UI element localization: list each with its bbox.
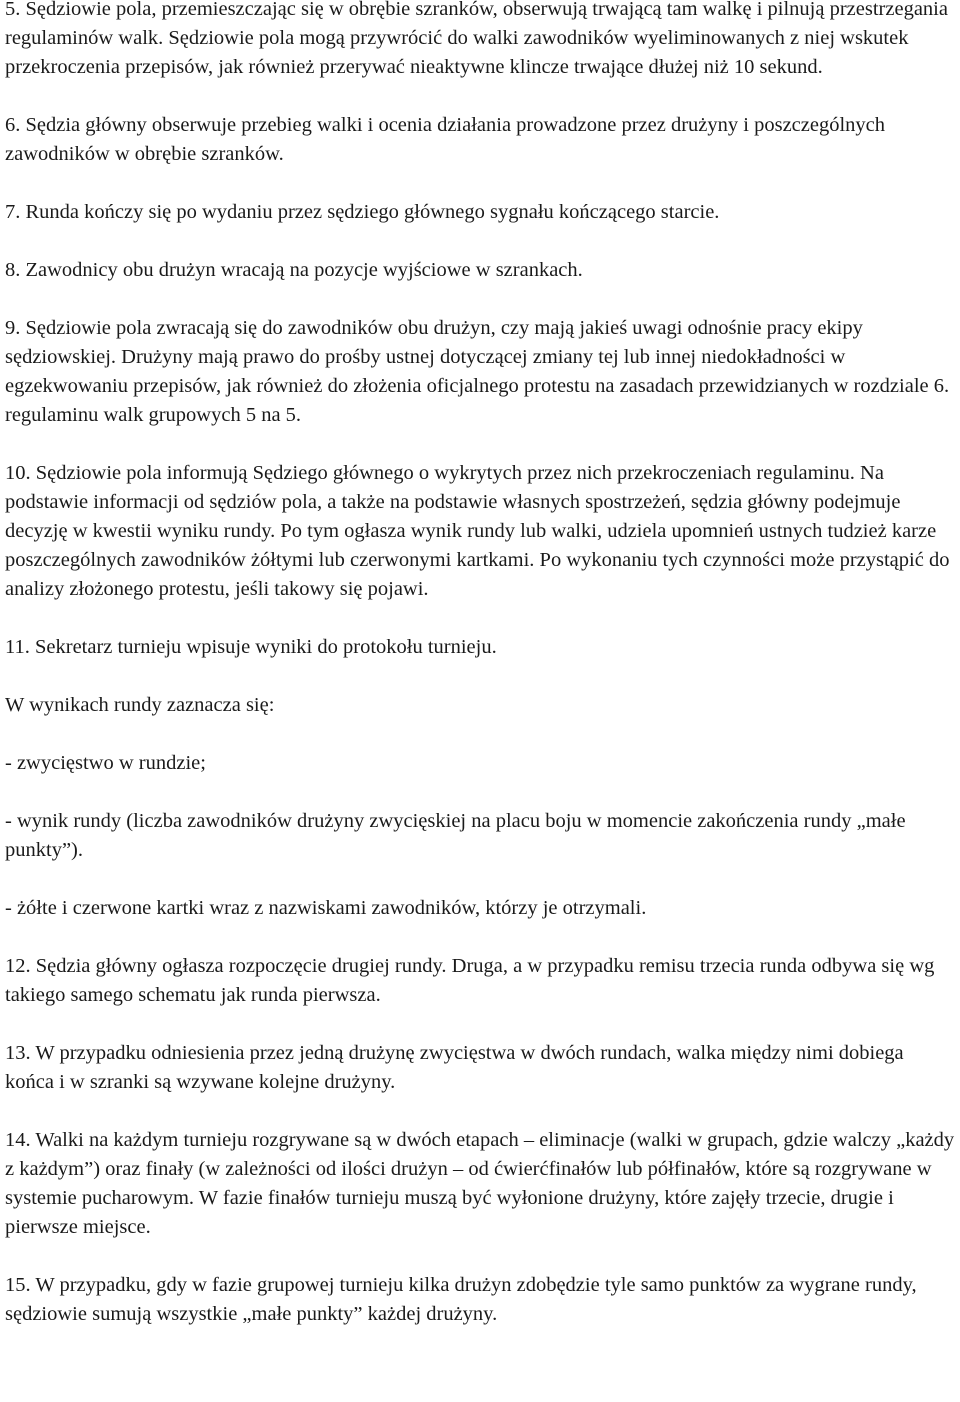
round-results-item-cards: - żółte i czerwone kartki wraz z nazwiskami zawodników, którzy je otrzymali. bbox=[5, 897, 647, 919]
paragraph-7: 7. Runda kończy się po wydaniu przez sędziego głównego sygnału kończącego starcie. bbox=[5, 201, 720, 223]
paragraph-6: 6. Sędzia główny obserwuje przebieg walki i ocenia działania prowadzone przez drużyny i poszczególnych zawodników w obrębie szranków. bbox=[5, 114, 886, 165]
round-results-item-score: - wynik rundy (liczba zawodników drużyny zwycięskiej na placu boju w momencie zakończenia rundy „małe punkty”). bbox=[5, 810, 906, 861]
paragraph-15: 15. W przypadku, gdy w fazie grupowej turnieju kilka drużyn zdobędzie tyle samo punktów za wygrane rundy, sędziowie sumują wszystkie „małe punkty” każdej drużyny. bbox=[5, 1274, 917, 1325]
paragraph-10: 10. Sędziowie pola informują Sędziego głównego o wykrytych przez nich przekroczeniach regulaminu. Na podstawie informacji od sędziów pola, a także na podstawie własnych spostrzeżeń, sędzia główny podejmuje decyzję w kwestii wyniku rundy. Po tym ogłasza wynik rundy lub walki, udziela upomnień ustnych tudzież karze poszczególnych zawodników żółtymi lub czerwonymi kartkami. Po wykonaniu tych czynności może przystąpić do analizy złożonego protestu, jeśli takowy się pojawi. bbox=[5, 462, 950, 600]
paragraph-9: 9. Sędziowie pola zwracają się do zawodników obu drużyn, czy mają jakieś uwagi odnośnie pracy ekipy sędziowskiej. Drużyny mają prawo do prośby ustnej dotyczącej zmiany tej lub innej niedokładności w egzekwowaniu przepisów, jak również do złożenia oficjalnego protestu na zasadach przewidzianych w rozdziale 6. regulaminu walk grupowych 5 na 5. bbox=[5, 317, 950, 426]
paragraph-5: 5. Sędziowie pola, przemieszczając się w obrębie szranków, obserwują trwającą tam walkę i pilnują przestrzegania regulaminów walk. Sędziowie pola mogą przywrócić do walki zawodników wyeliminowanych z niej wskutek przekroczenia przepisów, jak również przerywać nieaktywne klincze trwające dłużej niż 10 sekund. bbox=[5, 0, 948, 78]
round-results-intro: W wynikach rundy zaznacza się: bbox=[5, 694, 275, 716]
paragraph-12: 12. Sędzia główny ogłasza rozpoczęcie drugiej rundy. Druga, a w przypadku remisu trzecia runda odbywa się wg takiego samego schematu jak runda pierwsza. bbox=[5, 955, 935, 1006]
document-page bbox=[5, 0, 957, 1358]
paragraph-11: 11. Sekretarz turnieju wpisuje wyniki do protokołu turnieju. bbox=[5, 636, 497, 658]
paragraph-8: 8. Zawodnicy obu drużyn wracają na pozycje wyjściowe w szrankach. bbox=[5, 259, 583, 281]
round-results-item-win: - zwycięstwo w rundzie; bbox=[5, 752, 206, 774]
paragraph-13: 13. W przypadku odniesienia przez jedną drużynę zwycięstwa w dwóch rundach, walka między nimi dobiega końca i w szranki są wzywane kolejne drużyny. bbox=[5, 1042, 904, 1093]
paragraph-14: 14. Walki na każdym turnieju rozgrywane są w dwóch etapach – eliminacje (walki w grupach, gdzie walczy „każdy z każdym”) oraz finały (w zależności od ilości drużyn – od ćwierćfinałów lub półfinałów, które są rozgrywane w systemie pucharowym. W fazie finałów turnieju muszą być wyłonione drużyny, które zajęły trzecie, drugie i pierwsze miejsce. bbox=[5, 1129, 955, 1238]
